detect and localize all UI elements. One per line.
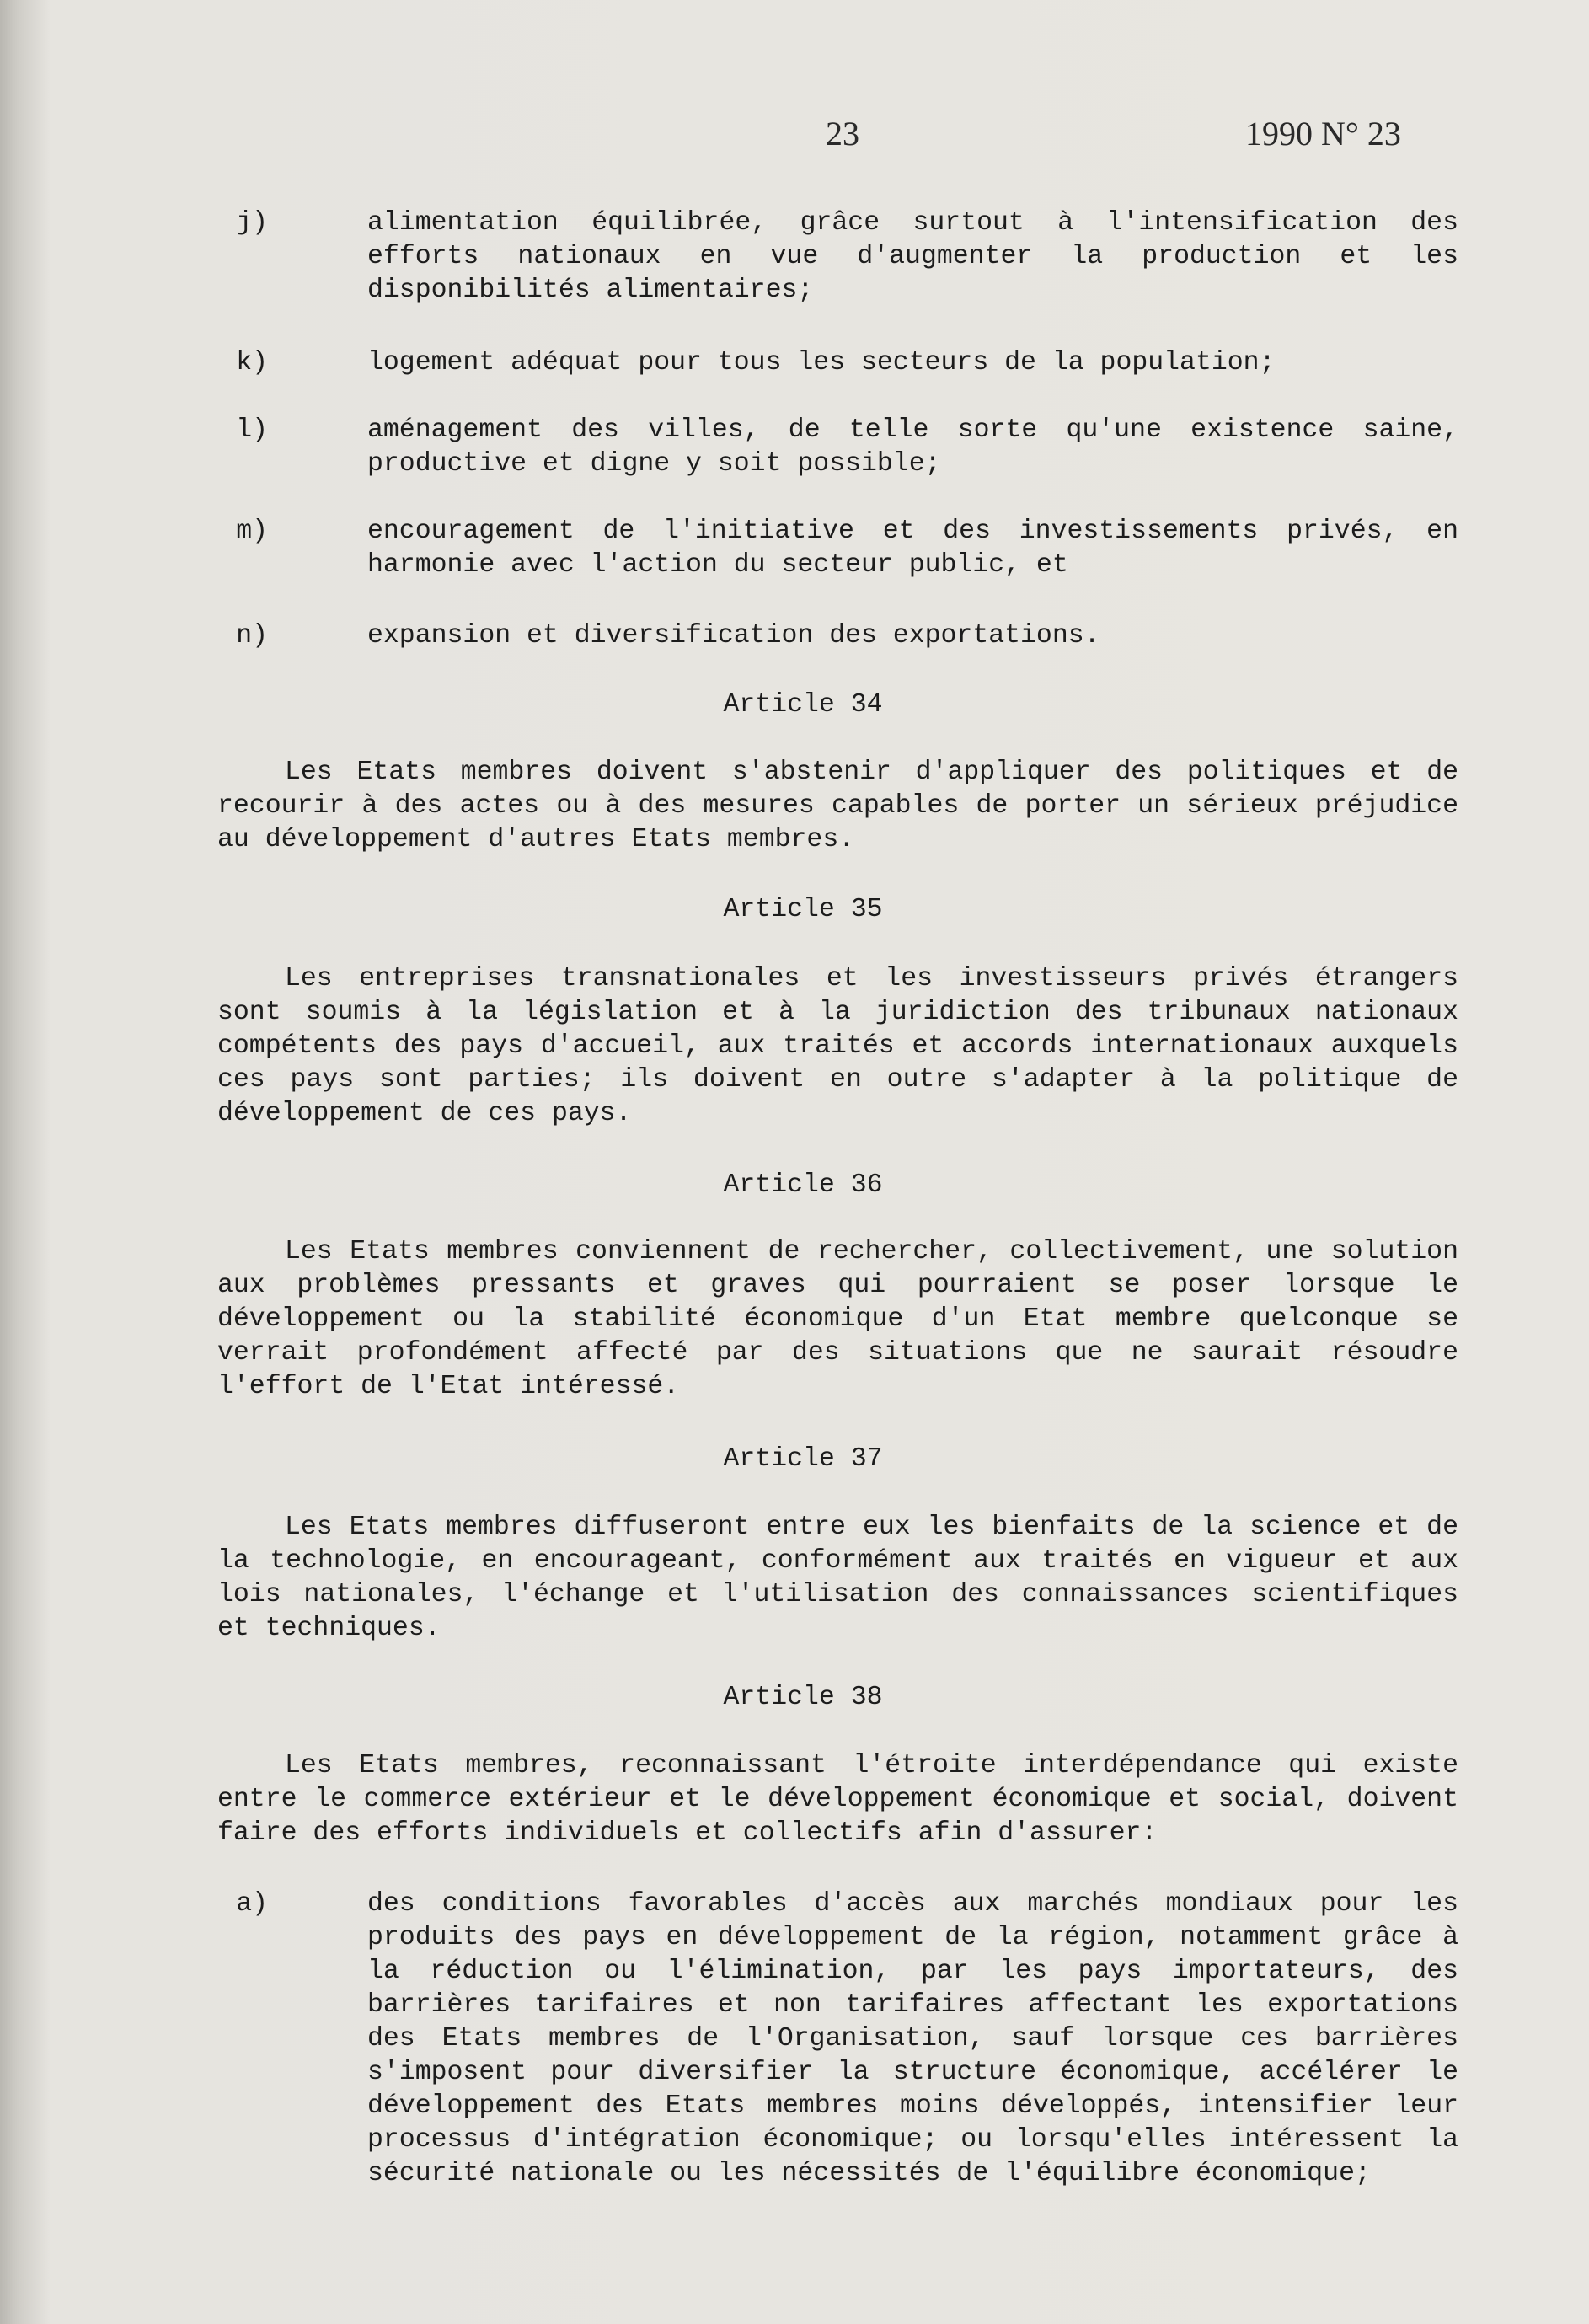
item-text: aménagement des villes, de telle sorte qu'une existence saine, productive et digne y soit possible; xyxy=(367,415,1458,479)
item-label: a) xyxy=(236,1889,268,1919)
list-item-k xyxy=(217,346,1458,380)
item-text: alimentation équilibrée, grâce surtout à l'intensification des efforts nationaux en vue d'augmenter la production et les disponibilités alimentaires; xyxy=(367,208,1458,305)
article-heading: Article 35 xyxy=(723,895,883,924)
item-text: expansion et diversification des exportations. xyxy=(367,621,1100,651)
article-text: Les entreprises transnationales et les investisseurs privés étrangers sont soumis à la législation et à la juridiction des tribunaux nationaux compétents des pays d'accueil, aux traités et accords internationaux auxquels ces pays sont parties; ils doivent en outre s'adapter à la politique de développement de ces pays. xyxy=(217,964,1458,1128)
article-heading: Article 36 xyxy=(723,1170,883,1200)
item-label: l) xyxy=(236,415,268,445)
page-number: 23 xyxy=(826,115,859,153)
item-text: encouragement de l'initiative et des investissements privés, en harmonie avec l'action du secteur public, et xyxy=(367,517,1458,580)
list-item-a xyxy=(217,1888,1458,2191)
item-label: n) xyxy=(236,621,268,651)
article-heading: Article 37 xyxy=(723,1444,883,1474)
list-item-m xyxy=(217,515,1458,582)
item-label: k) xyxy=(236,348,268,378)
list-item-l xyxy=(217,414,1458,481)
article-text: Les Etats membres, reconnaissant l'étroite interdépendance qui existe entre le commerce extérieur et le développement économique et social, doivent faire des efforts individuels et collectifs afin d'assurer: xyxy=(217,1751,1458,1848)
article-text: Les Etats membres diffuseront entre eux les bienfaits de la science et de la technologie, en encourageant, conformément aux traités en vigueur et aux lois nationales, l'échange et l'utilisation des connaissances scientifiques et techniques. xyxy=(217,1513,1458,1643)
article-heading: Article 38 xyxy=(723,1683,883,1712)
list-item-n xyxy=(217,619,1458,653)
article-text: Les Etats membres conviennent de rechercher, collectivement, une solution aux problèmes pressants et graves qui pourraient se poser lorsque le développement ou la stabilité économique d'un Etat membre quelconque se verrait profondément affecté par des situations que ne saurait résoudre l'effort de l'Etat intéressé. xyxy=(217,1237,1458,1401)
article-heading: Article 34 xyxy=(723,690,883,720)
list-item-j xyxy=(217,206,1458,308)
item-label: m) xyxy=(236,517,268,546)
issue-number: 1990 N° 23 xyxy=(1245,115,1401,153)
item-text: des conditions favorables d'accès aux marchés mondiaux pour les produits des pays en développement de la région, notamment grâce à la réduction ou l'élimination, par les pays importateurs, des barrières tarifaires et non tarifaires affectant les exportations des Etats membres de l'Organisation, sauf lorsque ces barrières s'imposent pour diversifier la structure économique, accélérer le développement des Etats membres moins développés, intensifier leur processus d'intégration économique; ou lorsqu'elles intéressent la sécurité nationale ou les nécessités de l'équilibre économique; xyxy=(367,1889,1458,2188)
item-text: logement adéquat pour tous les secteurs de la population; xyxy=(367,348,1276,378)
article-text: Les Etats membres doivent s'abstenir d'appliquer des politiques et de recourir à des actes ou à des mesures capables de porter un sérieux préjudice au développement d'autres Etats membres. xyxy=(217,758,1458,854)
item-label: j) xyxy=(236,208,268,238)
